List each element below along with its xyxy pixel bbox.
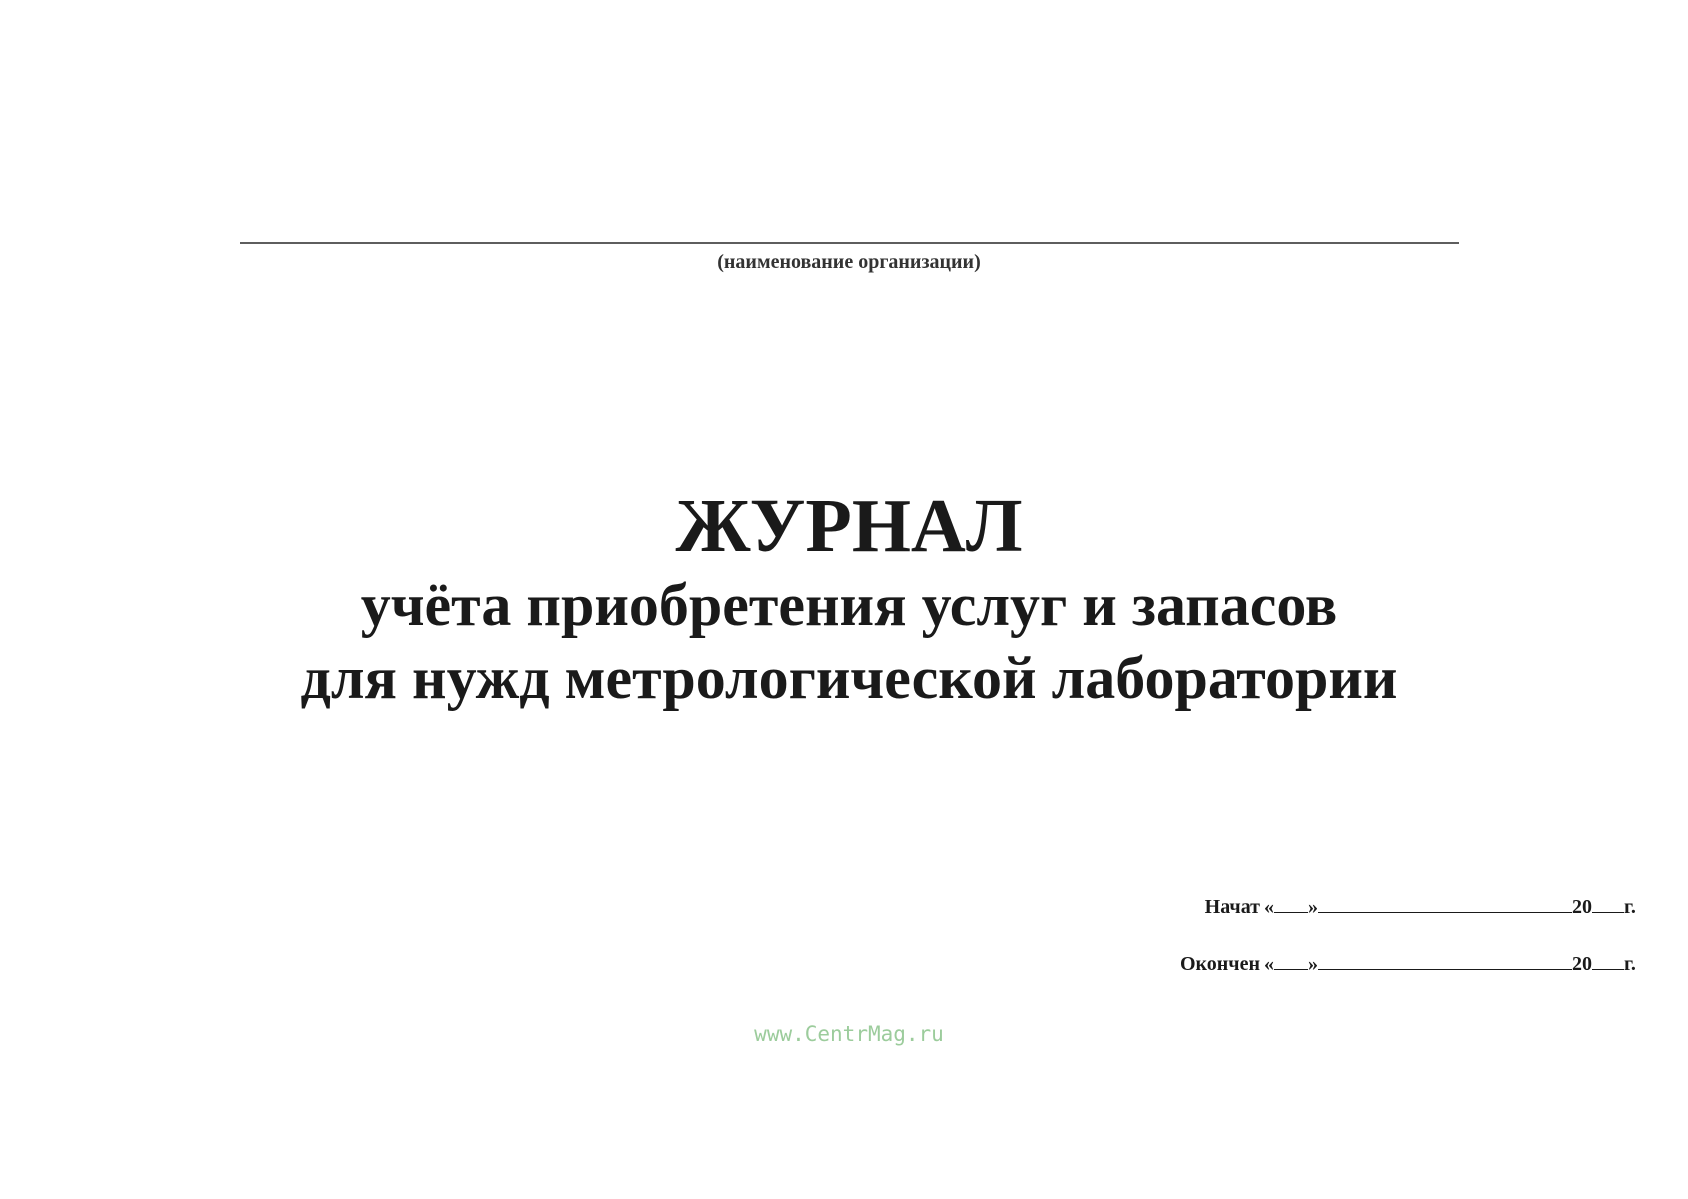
year-blank [1592, 898, 1624, 913]
date-started-label: Начат [1204, 896, 1260, 918]
journal-subtitle-line-1: учёта приобретения услуг и запасов [360, 572, 1338, 638]
website-watermark: www.CentrMag.ru [754, 1022, 944, 1046]
year-prefix: 20 [1572, 896, 1592, 918]
organization-caption: (наименование организации) [717, 251, 981, 273]
close-quote: » [1308, 896, 1318, 918]
journal-subtitle-line-2: для нужд метрологической лаборатории [300, 645, 1398, 711]
organization-name-line [240, 242, 1459, 244]
year-blank [1592, 955, 1624, 970]
year-prefix: 20 [1572, 953, 1592, 975]
date-ended-label: Окончен [1179, 953, 1260, 975]
open-quote: « [1264, 896, 1274, 918]
date-started-row [1148, 895, 1636, 919]
month-blank [1318, 955, 1572, 970]
close-quote: » [1308, 953, 1318, 975]
journal-title: ЖУРНАЛ [675, 484, 1023, 568]
day-blank [1274, 898, 1308, 913]
day-blank [1274, 955, 1308, 970]
date-ended-row [1148, 952, 1636, 976]
year-suffix: г. [1624, 896, 1636, 918]
open-quote: « [1264, 953, 1274, 975]
month-blank [1318, 898, 1572, 913]
year-suffix: г. [1624, 953, 1636, 975]
